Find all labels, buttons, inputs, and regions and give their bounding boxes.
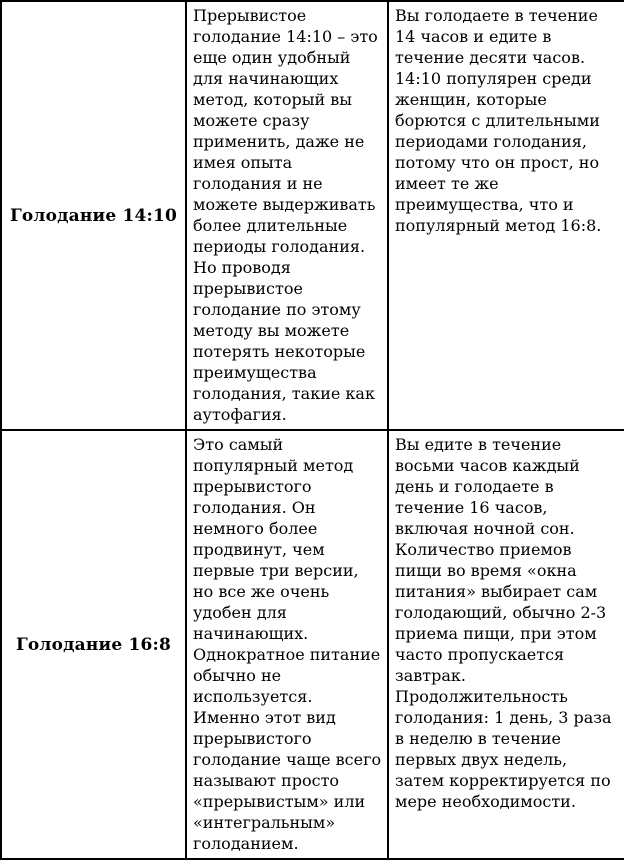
method-description-cell: Это самый популярный метод прерывистого голодания. Он немного более продвинут, чем первые три версии, но все же очень удобен для начинающих. Однократное питание обычно не используется. Именно этот вид прерывистого голодание чаще всего называют просто «прерывистым» или «интегральным» голоданием. <box>186 430 388 859</box>
table-row-fasting-14-10 <box>1 1 624 430</box>
method-schedule-cell: Вы едите в течение восьми часов каждый день и голодаете в течение 16 часов, включая ночной сон. Количество приемов пищи во время «окна питания» выбирает сам голодающий, обычно 2-3 приема пищи, при этом часто пропускается завтрак. Продолжительность голодания: 1 день, 3 раза в неделю в течение первых двух недель, затем корректируется по мере необходимости. <box>388 430 624 859</box>
method-description-cell: Прерывистое голодание 14:10 – это еще один удобный для начинающих метод, который вы можете сразу применить, даже не имея опыта голодания и не можете выдерживать более длительные периоды голодания. Но проводя прерывистое голодание по этому методу вы можете потерять некоторые преимущества голодания, такие как аутофагия. <box>186 1 388 430</box>
fasting-methods-table-body <box>1 1 624 859</box>
table-row-fasting-16-8 <box>1 430 624 859</box>
method-name-cell: Голодание 14:10 <box>1 1 186 430</box>
method-schedule-cell: Вы голодаете в течение 14 часов и едите в течение десяти часов. 14:10 популярен среди женщин, которые борются с длительными периодами голодания, потому что он прост, но имеет те же преимущества, что и популярный метод 16:8. <box>388 1 624 430</box>
method-name-cell: Голодание 16:8 <box>1 430 186 859</box>
